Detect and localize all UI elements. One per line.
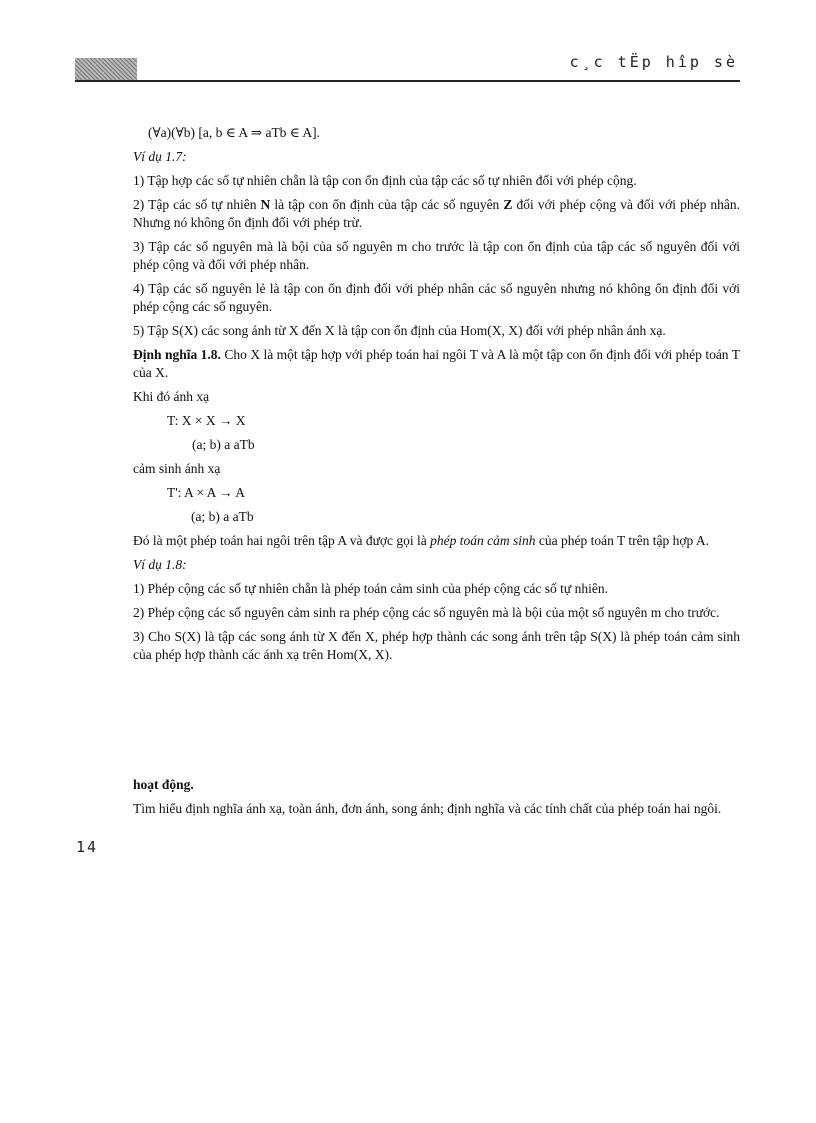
conclusion-pre: Đó là một phép toán hai ngôi trên tập A và được gọi là xyxy=(133,533,427,548)
activity-title: hoạt động. xyxy=(133,777,194,792)
map-Tprime-signature: T': A × A → A xyxy=(167,485,245,500)
map-Tprime-rule: (a; b) a aTb xyxy=(191,509,254,524)
definition-label: Định nghĩa 1.8. xyxy=(133,347,221,362)
induced-map-text: cảm sinh ánh xạ xyxy=(133,461,221,476)
example-1-7-item-3: 3) Tập các số nguyên mà là bội của số nguyên m cho trước là tập con ổn định của tập các số nguyên đối với phép cộng và đối với phép nhân. xyxy=(133,239,740,272)
header-rule xyxy=(75,80,740,82)
integers-symbol: Z xyxy=(503,197,513,212)
induced-operation-conclusion xyxy=(133,532,740,550)
khi-do-text: Khi đó ánh xạ xyxy=(133,389,210,404)
conclusion-post: của phép toán T trên tập hợp A. xyxy=(538,533,710,548)
item-2-part-a: 2) Tập các số tự nhiên xyxy=(133,197,257,212)
example-1-7-item-4: 4) Tập các số nguyên lẻ là tập con ổn định đối với phép nhân các số nguyên nhưng nó không ổn định đối với phép cộng các số nguyên. xyxy=(133,281,740,314)
item-2-part-b: là tập con ổn định của tập các số nguyên xyxy=(274,197,500,212)
example-1-8-title: Ví dụ 1.8: xyxy=(133,557,187,572)
page-number: 14 xyxy=(76,838,99,856)
example-1-7-item-5: 5) Tập S(X) các song ánh từ X đến X là tập con ổn định của Hom(X, X) đối với phép nhân ánh xạ. xyxy=(133,323,666,338)
activity-section xyxy=(133,776,740,824)
definition-text: Cho X là một tập hợp với phép toán hai ngôi T và A là một tập con ổn định đối với phép toán T của X. xyxy=(133,347,741,380)
example-1-8-item-1: 1) Phép cộng các số tự nhiên chẵn là phép toán cảm sinh của phép cộng các số tự nhiên. xyxy=(133,581,608,596)
item-2-part-c: đối với phép cộng và đối với phép nhân. Nhưng nó không ổn định đối với phép trừ. xyxy=(133,197,741,230)
definition-1-8 xyxy=(133,346,740,382)
example-1-8-item-3: 3) Cho S(X) là tập các song ánh từ X đến X, phép hợp thành các song ánh trên tập S(X) là phép toán cảm sinh của phép hợp thành các ánh xạ trên Hom(X, X). xyxy=(133,629,740,662)
example-1-8-item-2: 2) Phép cộng các số nguyên cảm sinh ra phép cộng các số nguyên mà là bội của một số nguyên m cho trước. xyxy=(133,605,720,620)
example-1-7-item-1: 1) Tập hợp các số tự nhiên chẵn là tập con ổn định của tập các số tự nhiên đối với phép cộng. xyxy=(133,173,637,188)
running-header-title: c¸c tËp hîp sè xyxy=(569,53,738,71)
closure-formula: (∀a)(∀b) [a, b ∈ A ⇒ aTb ∈ A]. xyxy=(148,125,321,140)
induced-operation-term: phép toán cảm sinh xyxy=(430,533,536,548)
natural-numbers-symbol: N xyxy=(260,197,271,212)
example-1-7-title: Ví dụ 1.7: xyxy=(133,149,187,164)
map-T-rule: (a; b) a aTb xyxy=(192,437,255,452)
header-decoration xyxy=(75,58,137,82)
page-body xyxy=(133,124,740,670)
map-T-signature: T: X × X → X xyxy=(167,413,246,428)
activity-text: Tìm hiểu định nghĩa ánh xạ, toàn ánh, đơn ánh, song ánh; định nghĩa và các tính chất của phép toán hai ngôi. xyxy=(133,801,722,816)
example-1-7-item-2 xyxy=(133,196,740,232)
